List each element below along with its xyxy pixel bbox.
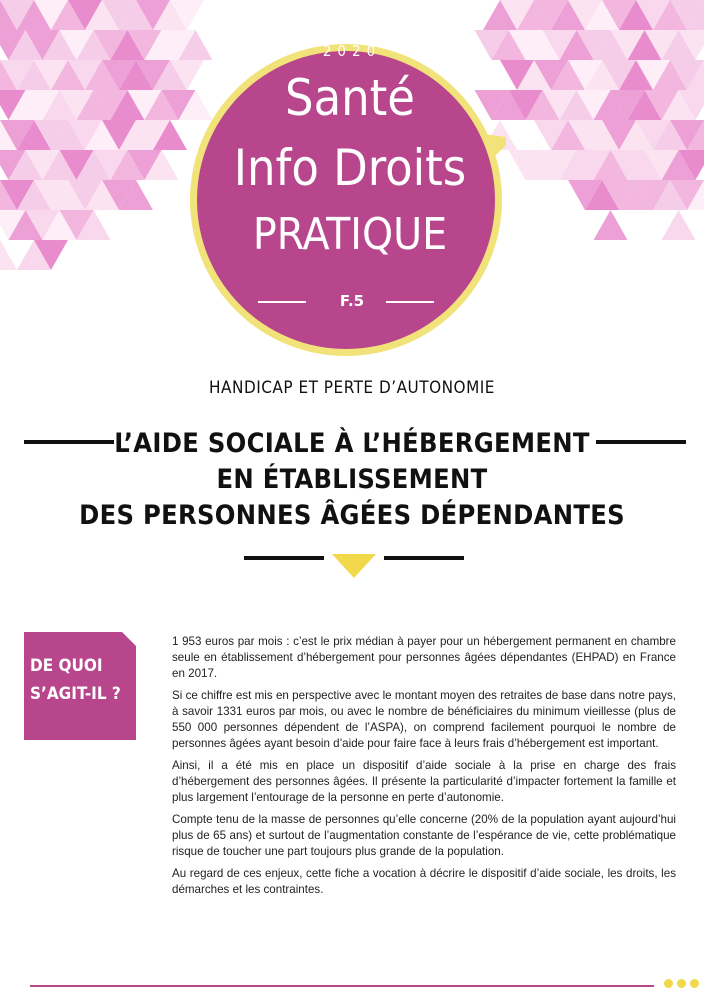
intro-body [172,634,676,904]
decor-triangle [594,210,628,240]
paragraph-4: Compte tenu de la masse de personnes qu’elle concerne (20% de la population ayant aujourd’hui plus de 65 ans) et surtout de l’augmentation constante de l’espérance de vie, cette problématique risque de toucher une part toujours plus grande de la population. [172,813,676,858]
bottom-rule-right [384,556,464,560]
paragraph-5: Au regard de ces enjeux, cette fiche a vocation à décrire le dispositif d’aide sociale, les droits, les démarches et les contraintes. [172,867,676,896]
title-sante: Santé [285,69,415,127]
sheet-code: F.5 [339,292,365,310]
category-heading: HANDICAP ET PERTE D’AUTONOMIE [209,378,495,398]
bottom-rule-left [244,556,324,560]
decor-triangle [0,240,17,270]
title-pratique: PRATIQUE [252,209,448,260]
footer-dot-2 [677,979,686,988]
main-title-line3: DES PERSONNES ÂGÉES DÉPENDANTES [79,500,625,531]
down-arrow-icon [332,554,376,580]
footer-rule [30,985,654,987]
title-info-droits: Info Droits [233,139,467,197]
footer-dot-1 [664,979,673,988]
section-label-line2: S’AGIT-IL ? [30,684,121,704]
paragraph-3: Ainsi, il a été mis en place un dispositif d’aide sociale à la prise en charge des frais d’hébergement des personnes âgées. Il présente la particularité d’impacter fortement la famille et plus largement l’entourage de la personne en perte d’autonomie. [172,759,676,804]
section-label-line1: DE QUOI [30,656,103,676]
main-title-line2: EN ÉTABLISSEMENT [216,464,488,495]
footer-dot-3 [690,979,699,988]
decor-triangle [662,210,696,240]
main-title-line1: L’AIDE SOCIALE À L’HÉBERGEMENT [114,428,590,459]
edition-year: 2020 [322,42,382,60]
paragraph-1: 1 953 euros par mois : c’est le prix médian à payer pour un hébergement permanent en chambre seule en établissement d’hébergement pour personnes âgées dépendantes (EHPAD) en France en 2017. [172,635,676,680]
paragraph-2: Si ce chiffre est mis en perspective avec le montant moyen des retraites de base dans notre pays, à savoir 1331 euros par mois, ou avec le nombre de bénéficiaires du minimum vieillesse (plus de 550 000 personnes dépendent de l’ASPA), on comprend facilement pourquoi le nombre de personnes âgées ayant besoin d’aide pour faire face à leurs frais d’hébergement est important. [172,689,676,750]
